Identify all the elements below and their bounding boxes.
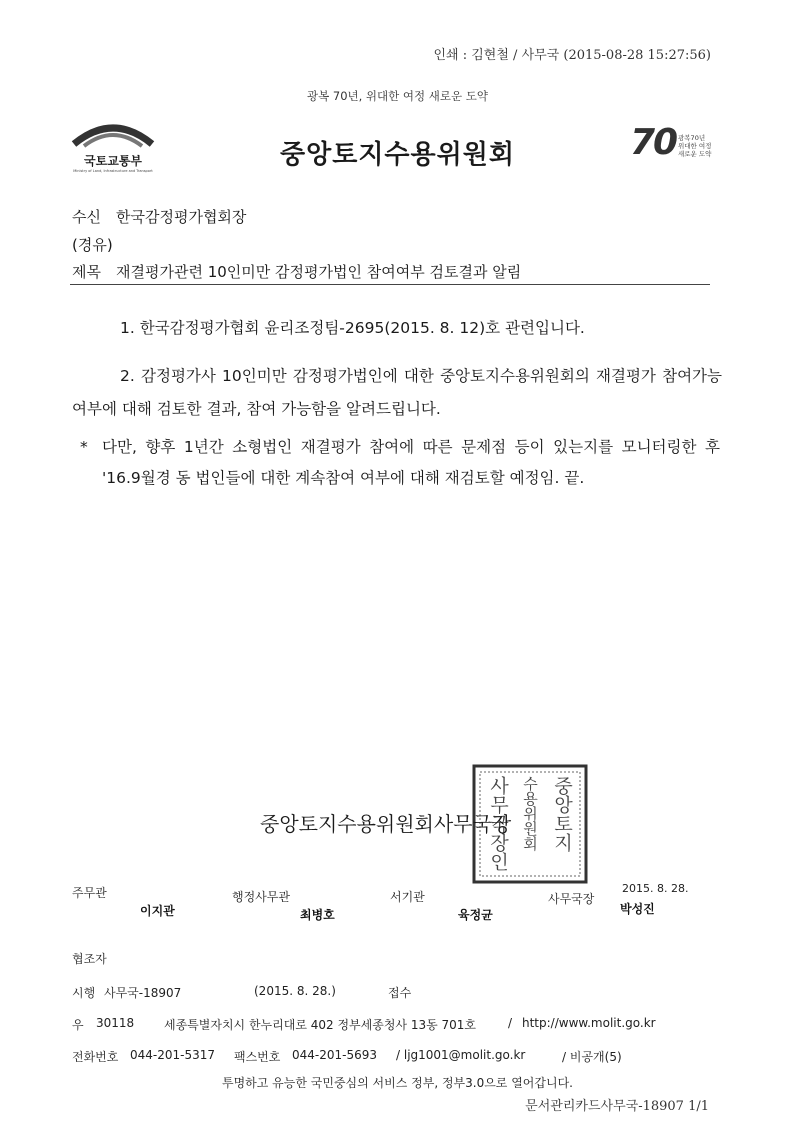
header-divider (70, 284, 710, 285)
phone-label: 전화번호 (72, 1050, 119, 1064)
print-info: 인쇄 : 김현철 / 사무국 (2015-08-28 15:27:56) (433, 48, 711, 63)
seal-col-2: 수용위원회 (521, 776, 539, 851)
seal-col-3: 사무국장인 (487, 776, 509, 871)
seal-col-1: 중앙토지 (551, 776, 573, 852)
note-mark: * (80, 438, 88, 456)
website-url[interactable]: http://www.molit.go.kr (522, 1016, 656, 1030)
org-title: 중앙토지수용위원회 (279, 140, 516, 170)
zip-code: 30118 (96, 1016, 135, 1030)
fax-number: 044-201-5693 (292, 1048, 378, 1062)
enforcement-date: (2015. 8. 28.) (254, 984, 336, 998)
recipient-row (72, 206, 246, 227)
enforcement-number: 사무국-18907 (104, 986, 182, 1000)
anniversary-line3: 새로운 도약 (678, 150, 712, 158)
role-2: 행정사무관 (232, 890, 290, 904)
zip-label: 우 (72, 1018, 84, 1032)
approver-1: 이지관 (140, 904, 175, 918)
subject-label: 제목 (72, 263, 101, 281)
anniversary-logo (630, 122, 730, 168)
note-text: 다만, 향후 1년간 소형법인 재결평가 참여에 따른 문제점 등이 있는지를 모니터링한 후 '16.9월경 동 법인들에 대한 계속참여 여부에 대해 재검토할 예정임. 끝. (102, 438, 720, 487)
approval-date: 2015. 8. 28. (622, 882, 689, 895)
email-address[interactable]: / ljg1001@molit.go.kr (396, 1048, 526, 1062)
anniversary-line2: 위대한 여정 (678, 142, 712, 150)
body-paragraph-2: 2. 감정평가사 10인미만 감정평가법인에 대한 중앙토지수용위원회의 재결평가 참여가능 여부에 대해 검토한 결과, 참여 가능함을 알려드립니다. (72, 367, 722, 418)
via-label: (경유) (72, 236, 113, 254)
approver-2: 최병호 (300, 908, 335, 922)
approver-4: 박성진 (620, 902, 655, 916)
body-note (80, 432, 720, 494)
recipient-value: 한국감정평가협회장 (116, 208, 247, 226)
cooperator-label: 협조자 (72, 952, 107, 966)
role-3: 서기관 (390, 890, 425, 904)
approver-3: 육정균 (458, 908, 493, 922)
role-1: 주무관 (72, 886, 107, 900)
postal-address: 세종특별자치시 한누리대로 402 정부세종청사 13동 701호 (164, 1018, 476, 1032)
ministry-logo-name: 국토교통부 (84, 154, 142, 168)
via-row (72, 234, 113, 255)
subject-value: 재결평가관련 10인미만 감정평가법인 참여여부 검토결과 알림 (116, 263, 522, 281)
sender-name: 중앙토지수용위원회사무국장 (260, 812, 512, 836)
enforcement-label: 시행 (72, 986, 96, 1000)
body-paragraph-1: 1. 한국감정평가협회 윤리조정팀-2695(2015. 8. 12)호 관련입니다. (120, 319, 585, 337)
ministry-logo-english: Ministry of Land, Infrastructure and Transport (73, 169, 153, 173)
subject-row (72, 261, 521, 282)
role-4: 사무국장 (548, 892, 595, 906)
slogan: 광복 70년, 위대한 여정 새로운 도약 (307, 89, 488, 103)
fax-label: 팩스번호 (234, 1050, 281, 1064)
disclosure-status: / 비공개(5) (562, 1050, 622, 1064)
government-motto: 투명하고 유능한 국민중심의 서비스 정부, 정부3.0으로 열어갑니다. (222, 1076, 573, 1090)
anniversary-line1: 광복70년 (678, 134, 706, 142)
phone-number: 044-201-5317 (130, 1048, 216, 1062)
address-separator: / (508, 1016, 513, 1030)
recipient-label: 수신 (72, 208, 101, 226)
anniversary-number: 70 (630, 122, 677, 163)
document-reference: 문서관리카드사무국-18907 1/1 (525, 1099, 709, 1114)
receipt-label: 접수 (388, 986, 412, 1000)
